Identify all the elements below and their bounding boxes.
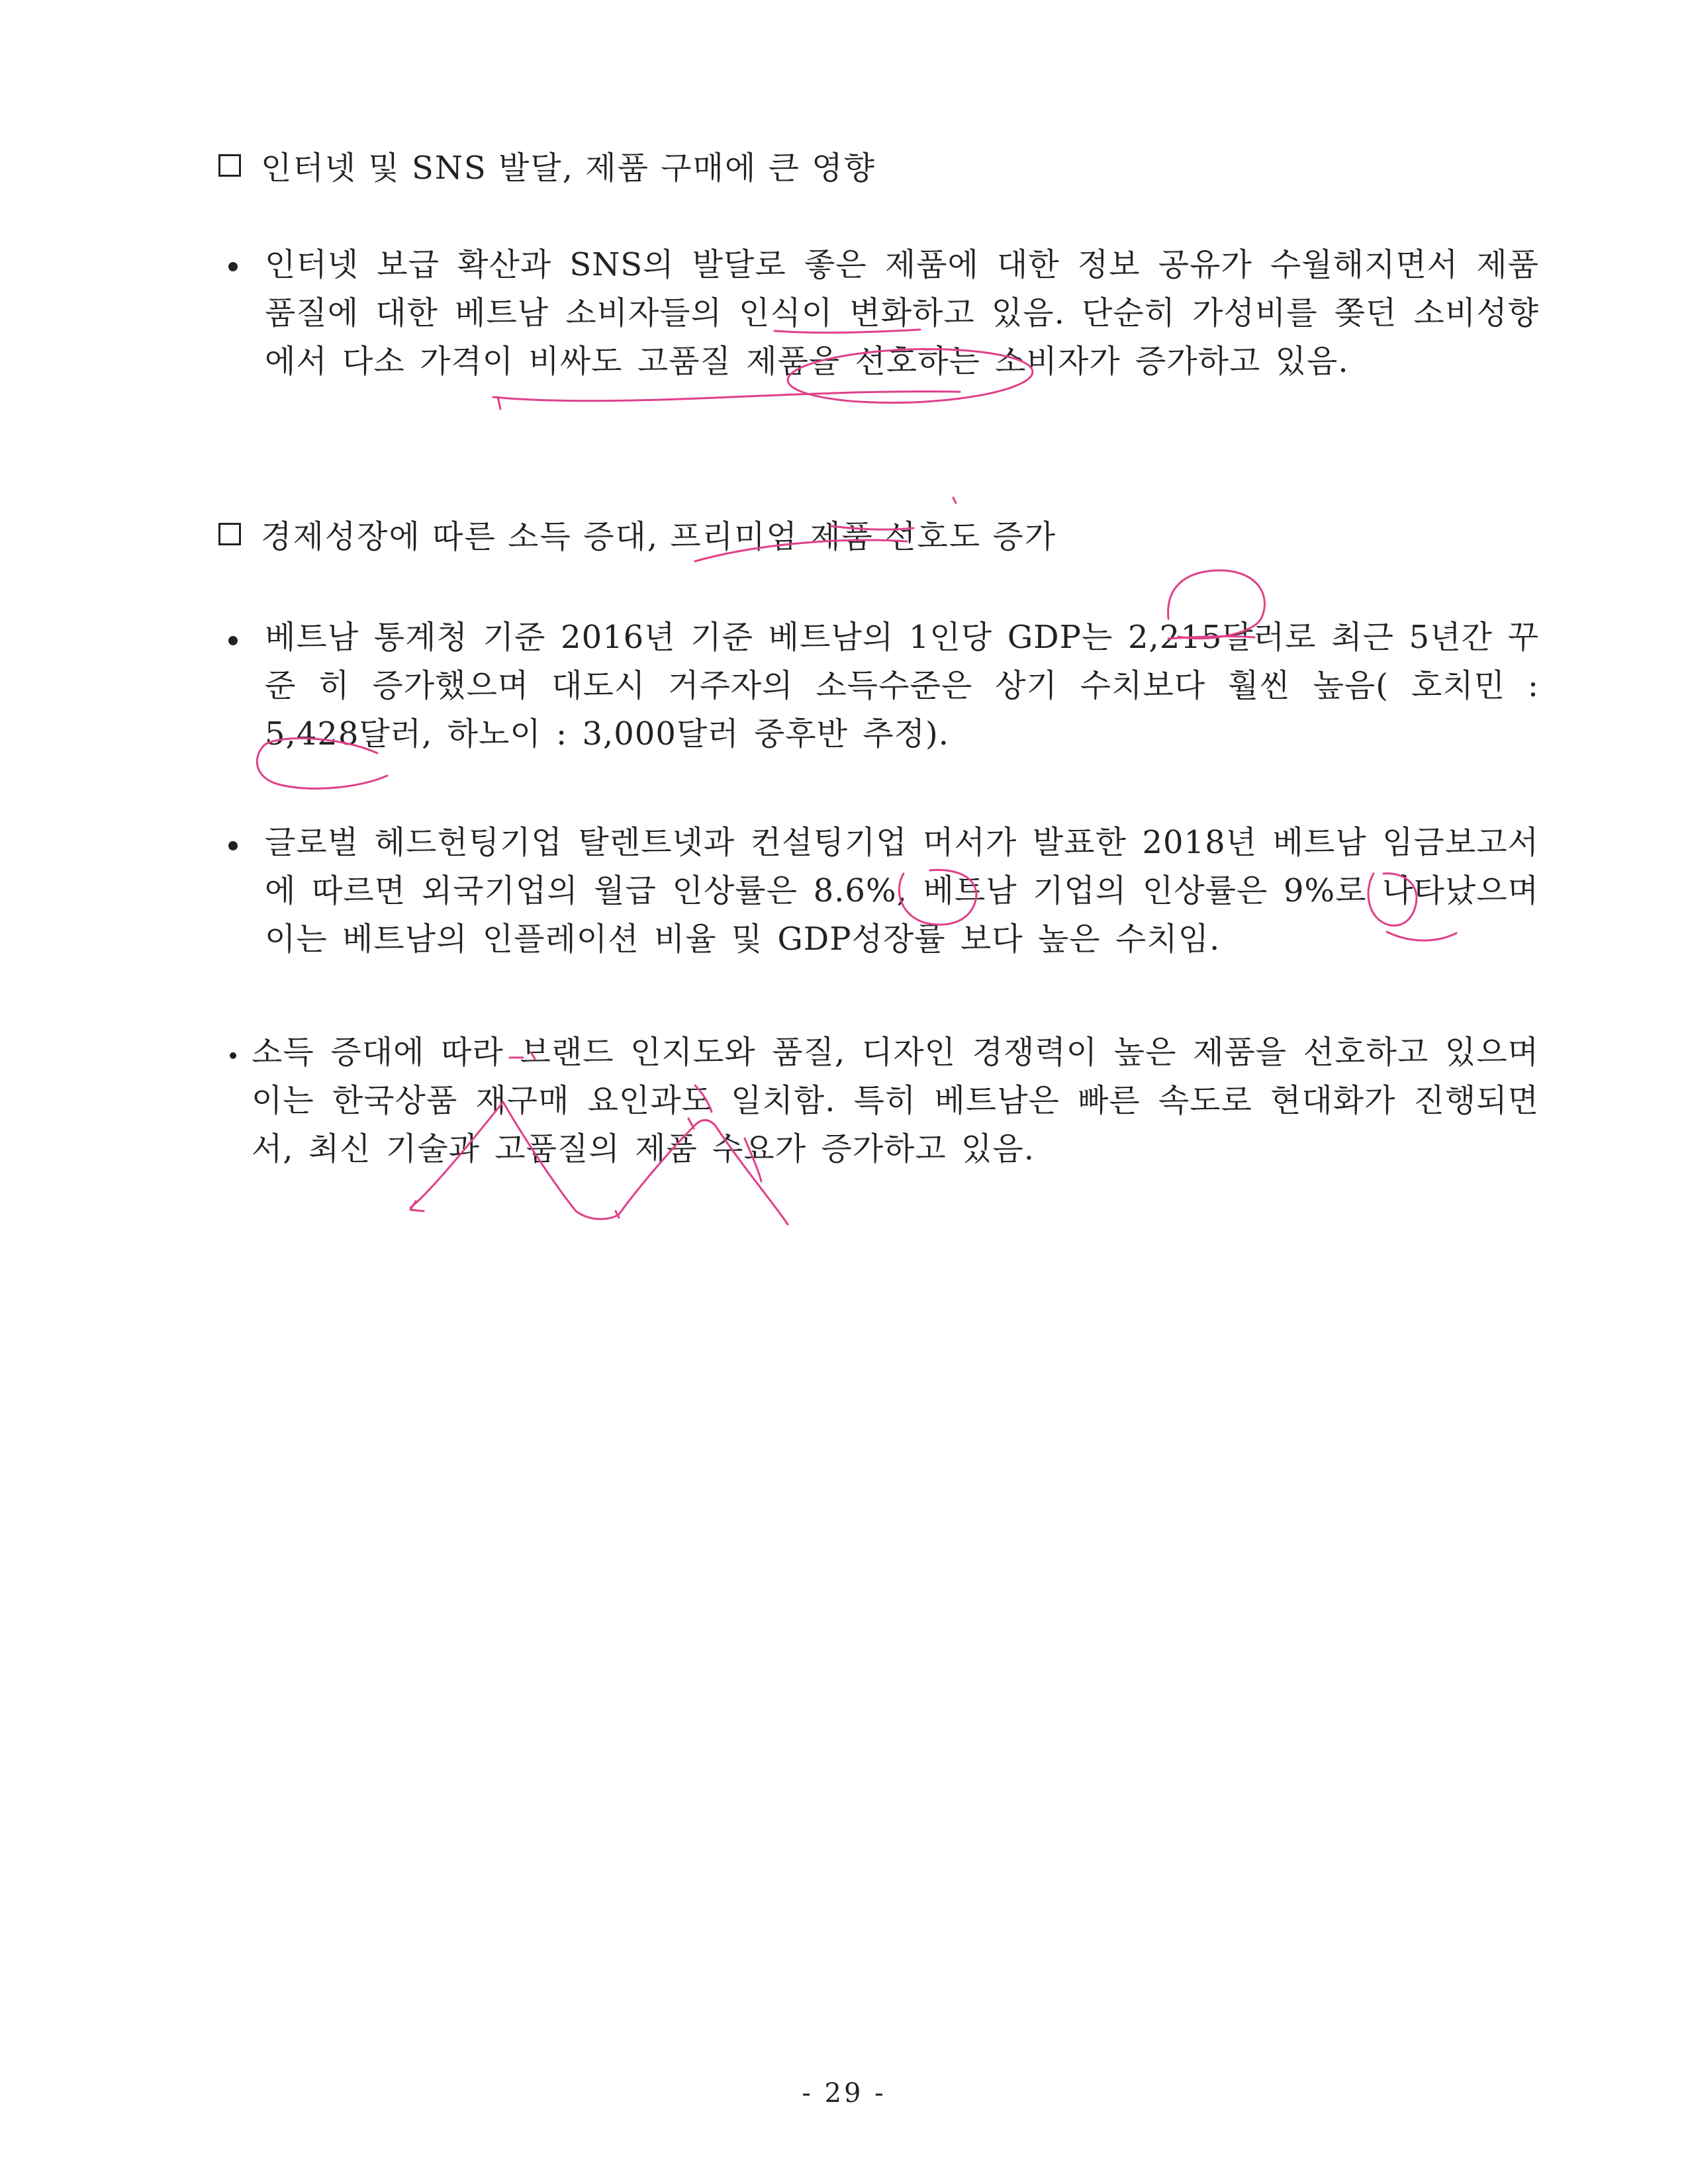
bullet-paragraph: 소득 증대에 따라 브랜드 인지도와 품질, 디자인 경쟁력이 높은 제품을 선호하고 있으며 이는 한국상품 재구매 요인과도 일치함. 특히 베트남은 빠른 속도로 현대화가 진행되면서, 최신 기술과 고품질의 제품 수요가 증가하고 있음. — [252, 1034, 1539, 1167]
checkbox-square-icon — [218, 523, 241, 545]
bullet-dot-icon — [213, 615, 253, 662]
handwritten-underline — [493, 391, 960, 400]
section-heading — [218, 511, 1056, 557]
section-heading — [218, 142, 876, 188]
bullet-dot-icon — [213, 242, 253, 288]
bullet-dot-icon — [213, 1030, 253, 1077]
handwritten-tick — [410, 1201, 424, 1211]
section-heading-text: 인터넷 및 SNS 발달, 제품 구매에 큰 영향 — [261, 150, 876, 187]
bullet-dot-icon — [213, 821, 253, 867]
bullet-paragraph: 글로벌 헤드헌팅기업 탈렌트넷과 컨설팅기업 머서가 발표한 2018년 베트남 임금보고서에 따르면 외국기업의 월급 인상률은 8.6%, 베트남 기업의 인상률은 9%로 나타났으며 이는 베트남의 인플레이션 비율 및 GDP성장률 보다 높은 수치임. — [265, 824, 1539, 958]
page-number: - 29 - — [802, 2078, 886, 2109]
checkbox-square-icon — [218, 154, 241, 177]
handwritten-tick — [616, 1211, 619, 1218]
bullet-paragraph: 인터넷 보급 확산과 SNS의 발달로 좋은 제품에 대한 정보 공유가 수월해지면서 제품 품질에 대한 베트남 소비자들의 인식이 변화하고 있음. 단순히 가성비를 쫒던 소비성향에서 다소 가격이 비싸도 고품질 제품을 선호하는 소비자가 증가하고 있음. — [265, 246, 1539, 380]
section-heading-text: 경제성장에 따른 소득 증대, 프리미엄 제품 선호도 증가 — [261, 518, 1057, 555]
handwritten-tick — [498, 397, 500, 409]
handwritten-tick — [953, 498, 956, 503]
bullet-paragraph: 베트남 통계청 기준 2016년 기준 베트남의 1인당 GDP는 2,215달러로 최근 5년간 꾸준 히 증가했으며 대도시 거주자의 소득수준은 상기 수치보다 훨씬 높음( 호치민 : 5,428달러, 하노이 : 3,000달러 중후반 추정). — [265, 619, 1539, 752]
